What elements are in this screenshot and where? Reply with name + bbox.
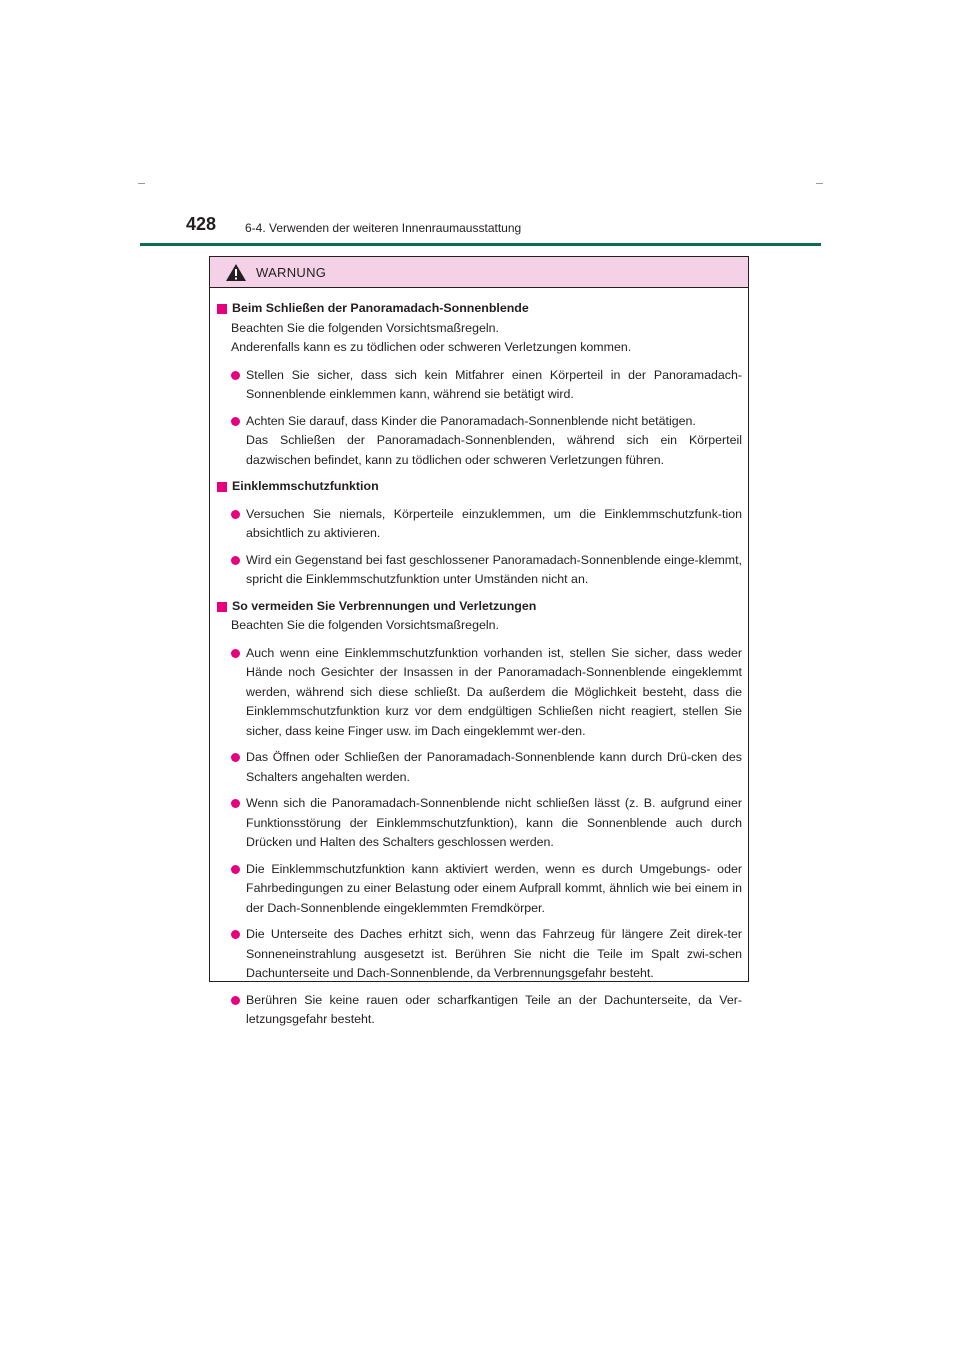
section-heading: [217, 299, 742, 319]
warning-triangle-icon: [225, 263, 247, 282]
bullet-text: [246, 991, 742, 1030]
section-intro: [217, 616, 742, 636]
circle-bullet-icon: [231, 649, 240, 658]
bullet-text: [246, 644, 742, 742]
warning-section: [217, 597, 742, 1030]
bullet-text: [246, 366, 742, 405]
bullet-paragraph: Wenn sich die Panoramadach-Sonnenblende nicht schließen lässt (z. B. aufgrund einer Funktionsstörung der Einklemmschutzfunktion), kann die Sonnenblende auch durch Drücken und Halten des Schalters geschlossen werden.: [246, 796, 742, 849]
circle-bullet-icon: [231, 753, 240, 762]
warning-title: WARNUNG: [256, 264, 327, 280]
square-bullet-icon: [217, 304, 227, 314]
bullet-item: [217, 505, 742, 544]
section-heading-text: Einklemmschutzfunktion: [232, 479, 379, 493]
bullet-paragraph: Achten Sie darauf, dass Kinder die Panoramadach-Sonnenblende nicht betätigen.: [246, 413, 696, 428]
bullet-item: [217, 925, 742, 984]
bullet-text: [246, 412, 742, 471]
bullet-paragraph: Die Unterseite des Daches erhitzt sich, wenn das Fahrzeug für längere Zeit direk-ter Sonneneinstrahlung ausgesetzt ist. Berühren Sie nicht die Teile im Spalt zwi-schen Dachunterseite und Dach-Sonnenblende, da Verbrennungsgefahr besteht.: [246, 927, 742, 980]
bullet-text: [246, 925, 742, 984]
warning-section: [217, 477, 742, 590]
crop-mark-right: [816, 183, 823, 184]
bullet-item: [217, 551, 742, 590]
header-rule: [140, 243, 821, 246]
circle-bullet-icon: [231, 865, 240, 874]
intro-line: Beachten Sie die folgenden Vorsichtsmaßregeln.: [231, 618, 499, 632]
bullet-paragraph: Versuchen Sie niemals, Körperteile einzuklemmen, um die Einklemmschutzfunk-tion absichtlich zu aktivieren.: [246, 506, 742, 540]
bullet-text: [246, 794, 742, 853]
circle-bullet-icon: [231, 556, 240, 565]
circle-bullet-icon: [231, 371, 240, 380]
circle-bullet-icon: [231, 510, 240, 519]
bullet-item: [217, 794, 742, 853]
circle-bullet-icon: [231, 417, 240, 426]
bullet-text: [246, 860, 742, 919]
circle-bullet-icon: [231, 799, 240, 808]
section-heading: [217, 477, 742, 497]
section-heading-text: Beim Schließen der Panoramadach-Sonnenblende: [232, 301, 529, 315]
bullet-paragraph: Wird ein Gegenstand bei fast geschlossener Panoramadach-Sonnenblende einge-klemmt, spricht die Einklemmschutzfunktion unter Umständen nicht an.: [246, 552, 742, 586]
section-heading: [217, 597, 742, 617]
warning-section: [217, 299, 742, 470]
bullet-paragraph: Berühren Sie keine rauen oder scharfkantigen Teile an der Dachunterseite, da Ver-letzungsgefahr besteht.: [246, 992, 742, 1026]
square-bullet-icon: [217, 602, 227, 612]
bullet-item: [217, 412, 742, 471]
bullet-item: [217, 860, 742, 919]
bullet-paragraph: Auch wenn eine Einklemmschutzfunktion vorhanden ist, stellen Sie sicher, dass weder Hände noch Gesichter der Insassen in der Panoramadach-Sonnenblende eingeklemmt werden, während sich diese schließt. Da außerdem die Möglichkeit besteht, dass die Einklemmschutzfunktion kurz vor dem endgültigen Schließen nicht reagiert, stellen Sie sicher, dass keine Finger usw. im Dach eingeklemmt wer-den.: [246, 645, 742, 738]
circle-bullet-icon: [231, 996, 240, 1005]
bullet-item: [217, 991, 742, 1030]
bullet-paragraph: Das Schließen der Panoramadach-Sonnenblenden, während sich ein Körperteil dazwischen befindet, kann zu tödlichen oder schweren Verletzungen führen.: [246, 433, 742, 467]
bullet-item: [217, 366, 742, 405]
intro-line: Beachten Sie die folgenden Vorsichtsmaßregeln.: [231, 320, 499, 335]
bullet-paragraph: Das Öffnen oder Schließen der Panoramadach-Sonnenblende kann durch Drü-cken des Schalters angehalten werden.: [246, 750, 742, 784]
bullet-item: [217, 748, 742, 787]
bullet-paragraph: Stellen Sie sicher, dass sich kein Mitfahrer einen Körperteil in der Panoramadach-Sonnenblende einklemmen kann, während sie betätigt wird.: [246, 367, 742, 401]
warning-box: [209, 256, 749, 1026]
warning-content: [210, 288, 748, 1030]
section-intro: [217, 319, 742, 358]
bullet-item: [217, 644, 742, 742]
circle-bullet-icon: [231, 930, 240, 939]
bullet-text: [246, 748, 742, 787]
section-heading-text: So vermeiden Sie Verbrennungen und Verletzungen: [232, 598, 537, 613]
bullet-text: [246, 551, 742, 590]
crop-mark-left: [138, 183, 145, 184]
bullet-paragraph: Die Einklemmschutzfunktion kann aktiviert werden, wenn es durch Umgebungs- oder Fahrbedingungen zu einer Belastung oder einem Aufprall kommt, ähnlich wie bei einem in der Dach-Sonnenblende eingeklemmten Fremdkörper.: [246, 861, 742, 915]
section-title: 6-4. Verwenden der weiteren Innenraumausstattung: [245, 221, 522, 235]
bullet-text: [246, 505, 742, 544]
intro-line: Anderenfalls kann es zu tödlichen oder schweren Verletzungen kommen.: [231, 340, 632, 354]
square-bullet-icon: [217, 482, 227, 492]
page-number: 428: [186, 214, 217, 234]
warning-header: [210, 257, 748, 288]
